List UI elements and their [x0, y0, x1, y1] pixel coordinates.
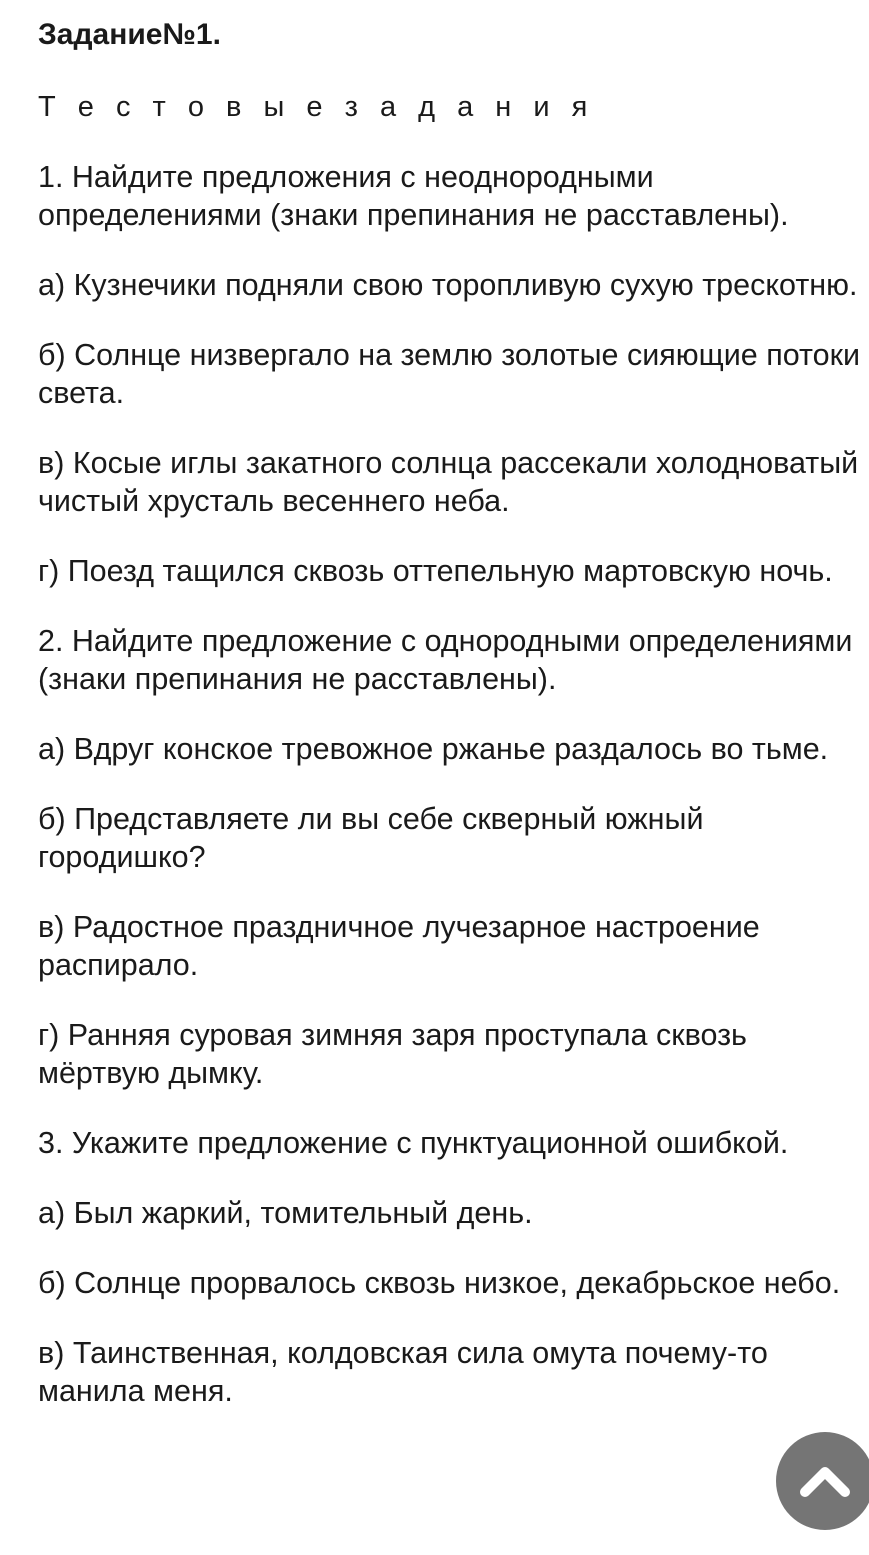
- task-subtitle: Т е с т о в ы е з а д а н и я: [38, 91, 595, 123]
- option-2a: а) Вдруг конское тревожное ржанье раздалось во тьме.: [38, 732, 829, 766]
- question-3: 3. Укажите предложение с пунктуационной ошибкой.: [38, 1126, 789, 1160]
- option-1c: в) Косые иглы закатного солнца рассекали холодноватый чистый хрусталь весеннего неба.: [38, 446, 859, 518]
- task-title: Задание№1.: [38, 18, 221, 51]
- scroll-to-top-button[interactable]: [776, 1432, 869, 1530]
- option-2b: б) Представляете ли вы себе скверный южный городишко?: [38, 802, 704, 874]
- option-3c: в) Таинственная, колдовская сила омута почему-то манила меня.: [38, 1336, 768, 1408]
- chevron-up-icon: [799, 1464, 851, 1498]
- option-1a: а) Кузнечики подняли свою торопливую сухую трескотню.: [38, 268, 858, 302]
- document-content: [38, 16, 863, 1410]
- option-2d: г) Ранняя суровая зимняя заря проступала сквозь мёртвую дымку.: [38, 1018, 747, 1090]
- option-2c: в) Радостное праздничное лучезарное настроение распирало.: [38, 910, 760, 982]
- question-1: 1. Найдите предложения с неоднородными определениями (знаки препинания не расставлены).: [38, 160, 789, 232]
- option-3b: б) Солнце прорвалось сквозь низкое, декабрьское небо.: [38, 1266, 841, 1300]
- option-1b: б) Солнце низвергало на землю золотые сияющие потоки света.: [38, 338, 860, 410]
- question-2: 2. Найдите предложение с однородными определениями (знаки препинания не расставлены).: [38, 624, 853, 696]
- option-1d: г) Поезд тащился сквозь оттепельную мартовскую ночь.: [38, 554, 833, 588]
- option-3a: а) Был жаркий, томительный день.: [38, 1196, 533, 1230]
